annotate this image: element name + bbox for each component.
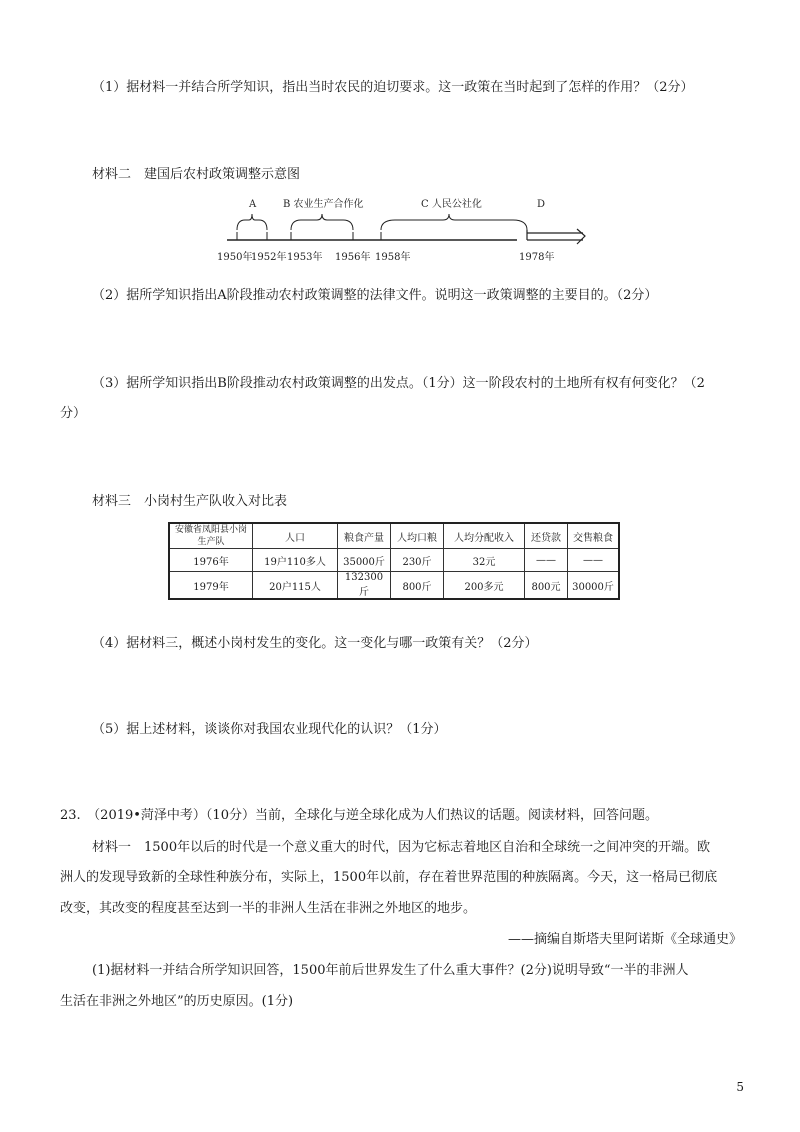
table-cell: 800元 [525,572,568,600]
table-header-row [169,523,619,549]
year-1958: 1958年 [375,252,411,263]
table-cell: 200多元 [444,572,525,600]
question-3-line-1: （3）据所学知识指出B阶段推动农村政策调整的出发点。（1分）这一阶段农村的土地所有权有何变化？（2 [92,376,705,391]
table-cell: 35000斤 [338,549,391,572]
question-2: （2）据所学知识指出A阶段推动农村政策调整的法律文件。说明这一政策调整的主要目的。（2分） [92,288,658,303]
stage-b-label: B 农业生产合作化 [283,199,364,210]
table-header-cell: 粮食产量 [338,523,391,549]
q23-sub-1-line-2: 生活在非洲之外地区”的历史原因。(1分) [60,994,294,1009]
page-number: 5 [736,1080,744,1094]
q23-material-1-line-2: 洲人的发现导致新的全球性种族分布，实际上，1500年以前，存在着世界范围的种族隔离。今天，这一格局已彻底 [60,870,718,885]
table-cell: 1979年 [169,572,253,600]
year-1956: 1956年 [335,252,371,263]
table-cell: 800斤 [391,572,444,600]
year-1952: 1952年 [251,252,287,263]
q23-material-1-line-3: 改变，其改变的程度甚至达到一半的非洲人生活在非洲之外地区的地步。 [60,901,477,916]
table-cell: 32元 [444,549,525,572]
question-3-line-2: 分） [60,406,87,421]
material-2-title: 材料二 建国后农村政策调整示意图 [92,167,301,182]
q23-sub-1-line-1: (1)据材料一并结合所学知识回答，1500年前后世界发生了什么重大事件？(2分)说明导致“一半的非洲人 [92,963,689,978]
year-1950: 1950年 [217,252,253,263]
year-1953: 1953年 [287,252,323,263]
income-comparison-table [168,522,620,600]
material-3-title: 材料三 小岗村生产队收入对比表 [92,494,288,509]
table-header-cell: 还贷款 [525,523,568,549]
table-cell: 230斤 [391,549,444,572]
question-23-heading: 23. （2019•菏泽中考）（10分）当前，全球化与逆全球化成为人们热议的话题。阅读材料，回答问题。 [60,808,658,823]
table-header-cell: 人口 [253,523,338,549]
q23-attribution: ——摘编自斯塔夫里阿诺斯《全球通史》 [507,932,742,947]
table-header-cell: 交售粮食 [568,523,620,549]
table-header-cell: 人均口粮 [391,523,444,549]
stage-d-label: D [537,199,546,210]
table-cell: 1976年 [169,549,253,572]
question-5: （5）据上述材料，谈谈你对我国农业现代化的认识？（1分） [92,722,447,737]
table-cell: —— [568,549,620,572]
q23-material-1-line-1: 材料一 1500年以后的时代是一个意义重大的时代，因为它标志着地区自治和全球统一之间冲突的开端。欧 [92,840,711,855]
question-4: （4）据材料三，概述小岗村发生的变化。这一变化与哪一政策有关？（2分） [92,636,538,651]
table-cell: —— [525,549,568,572]
table-header-cell: 安徽省凤阳县小岗生产队 [169,523,253,549]
table-header-cell: 人均分配收入 [444,523,525,549]
year-1978: 1978年 [519,252,555,263]
table-row [169,549,619,572]
table-cell: 19户110多人 [253,549,338,572]
policy-timeline-diagram [205,190,605,270]
question-1: （1）据材料一并结合所学知识，指出当时农民的迫切要求。这一政策在当时起到了怎样的作用？（2分） [92,80,694,95]
table-cell: 132300斤 [338,572,391,600]
stage-c-label: C 人民公社化 [421,199,482,210]
table-cell: 30000斤 [568,572,620,600]
table-cell: 20户115人 [253,572,338,600]
table-row [169,572,619,600]
stage-a-label: A [249,199,257,210]
